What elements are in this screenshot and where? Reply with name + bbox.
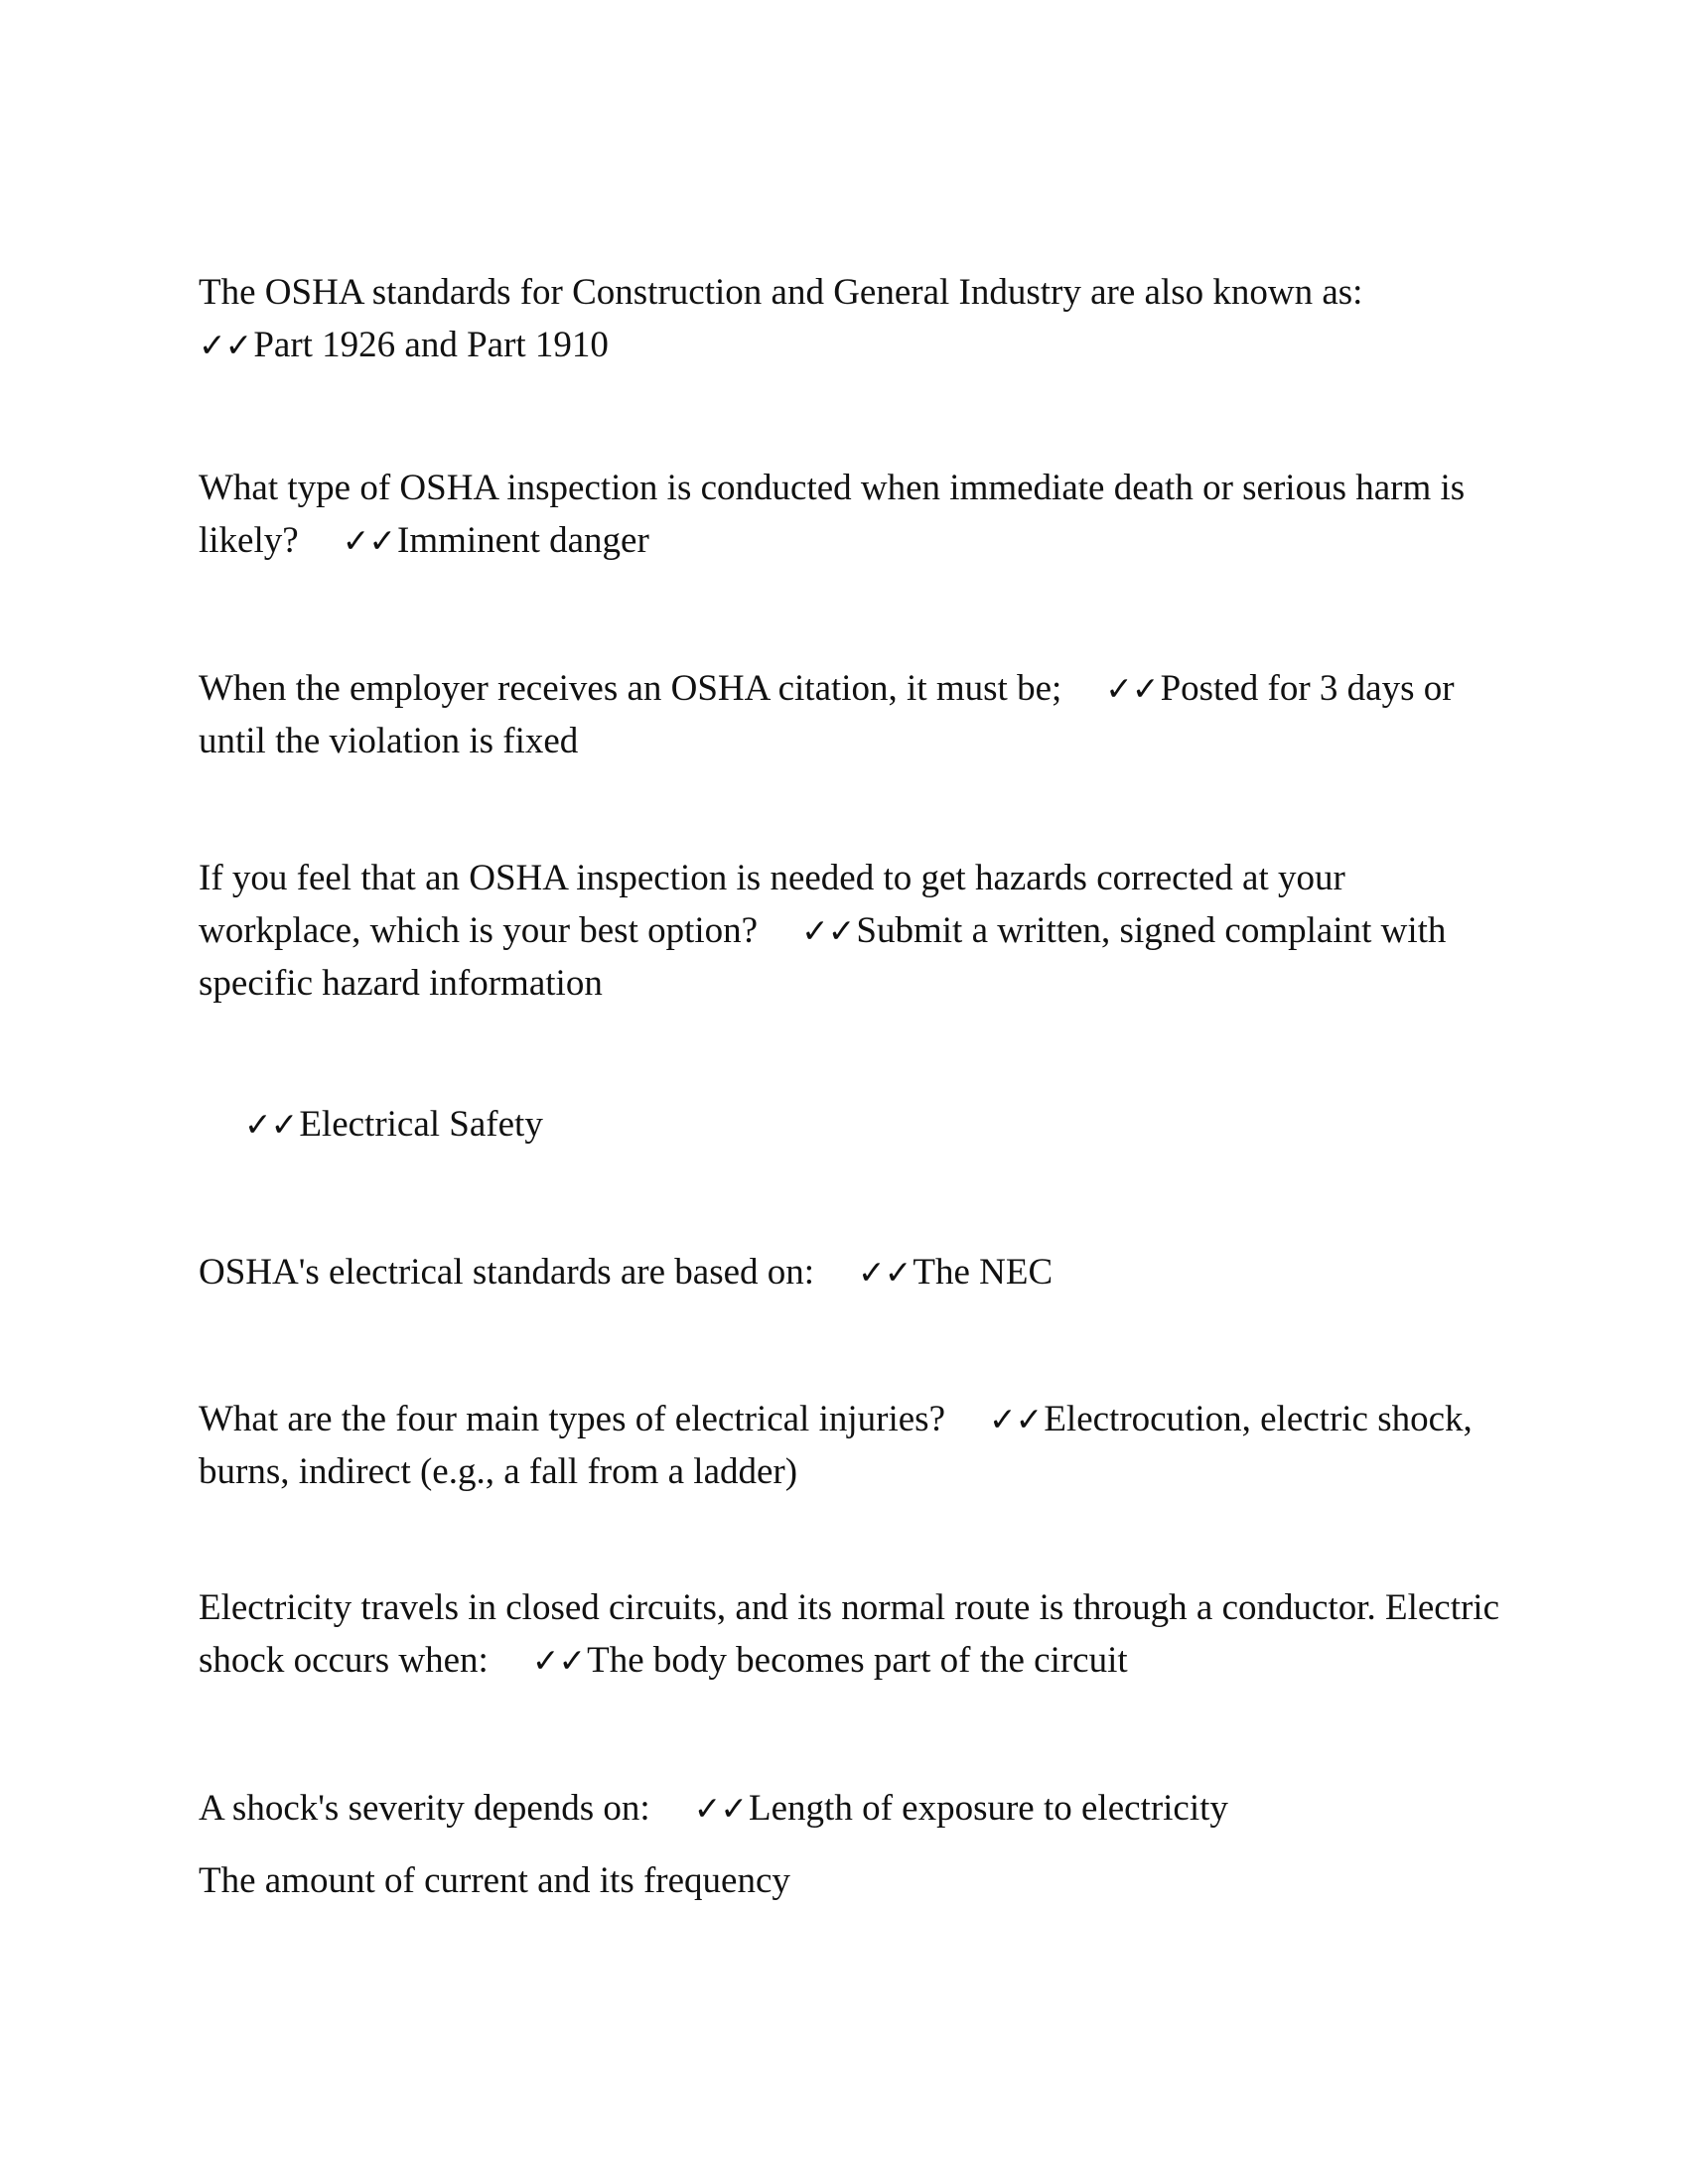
answer-text: Electrocution, electric shock, burns, indirect (e.g., a fall from a ladder): [199, 1399, 1473, 1492]
question-text: Electricity travels in closed circuits, and its normal route is through a conductor. Electric shock occurs when:: [199, 1587, 1500, 1681]
double-check-icon: ✓✓: [531, 1641, 586, 1680]
answer-text: Imminent danger: [397, 520, 649, 561]
flashcard: [199, 852, 1499, 1010]
flashcard: [199, 462, 1499, 567]
double-check-icon: ✓✓: [199, 326, 252, 364]
answer-text: Electrical Safety: [299, 1104, 543, 1145]
answer-text: Posted for 3 days or until the violation is fixed: [199, 668, 1455, 761]
question-text: OSHA's electrical standards are based on:: [199, 1252, 815, 1293]
flashcard: [199, 1782, 1499, 1907]
section-heading: [244, 1098, 1545, 1151]
question-text: What are the four main types of electrical injuries?: [199, 1399, 945, 1439]
double-check-icon: ✓✓: [693, 1789, 748, 1828]
flashcard: [199, 1581, 1499, 1687]
answer-continuation: The amount of current and its frequency: [199, 1860, 790, 1901]
flashcard: [199, 266, 1499, 371]
double-check-icon: ✓✓: [244, 1105, 298, 1144]
question-text: A shock's severity depends on:: [199, 1788, 650, 1829]
flashcard: [199, 662, 1499, 767]
answer-text: Part 1926 and Part 1910: [253, 325, 609, 365]
flashcard: [199, 1393, 1499, 1498]
answer-text: Length of exposure to electricity: [749, 1788, 1228, 1829]
double-check-icon: ✓✓: [858, 1253, 912, 1292]
question-text: The OSHA standards for Construction and General Industry are also known as:: [199, 272, 1363, 313]
double-check-icon: ✓✓: [1105, 669, 1159, 708]
question-text: When the employer receives an OSHA citation, it must be;: [199, 668, 1062, 709]
question-text: If you feel that an OSHA inspection is needed to get hazards corrected at your workplace, which is your best option?: [199, 858, 1345, 951]
question-text: What type of OSHA inspection is conducted when immediate death or serious harm is likely?: [199, 468, 1466, 561]
double-check-icon: ✓✓: [342, 521, 395, 560]
answer-text: Submit a written, signed complaint with specific hazard information: [199, 910, 1447, 1004]
answer-text: The body becomes part of the circuit: [587, 1640, 1128, 1681]
answer-text: The NEC: [913, 1252, 1054, 1293]
double-check-icon: ✓✓: [801, 911, 855, 950]
flashcard: [199, 1246, 1499, 1298]
double-check-icon: ✓✓: [989, 1400, 1043, 1438]
